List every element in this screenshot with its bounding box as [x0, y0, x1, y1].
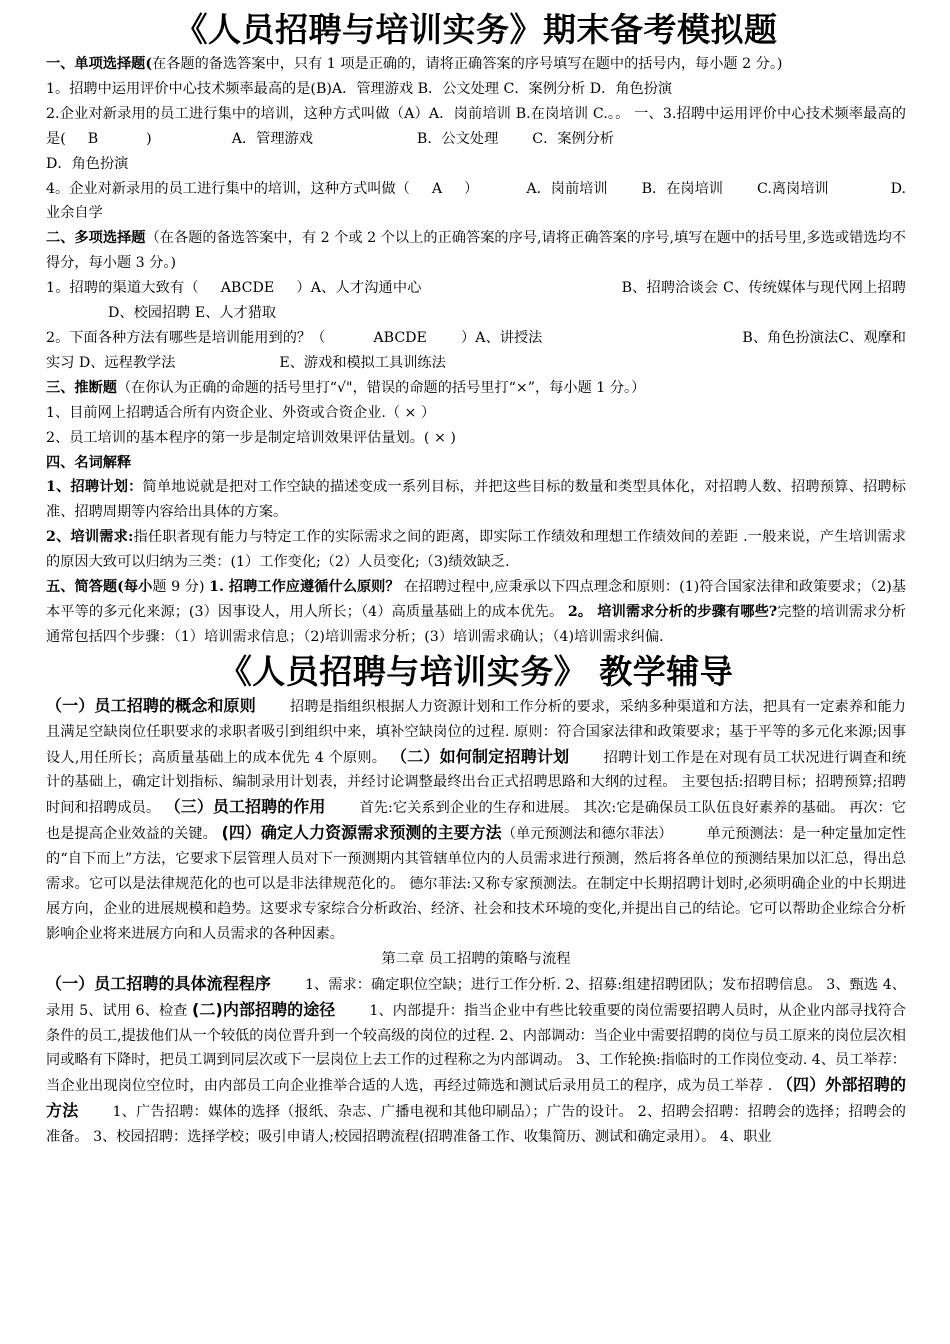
section1-q4-option-c: C.离岗培训 [756, 180, 829, 197]
section1-q2 [46, 102, 906, 152]
guide-paragraph-3: 首先:它关系到企业的生存和进展。 其次:它是确保员工队伍良好素养的基础。 再次：它也是提高企业效益的关键。 [46, 800, 906, 843]
guide-paragraph-6: 1、内部提升：指当企业中有些比较重要的岗位需要招聘人员时，从企业内部寻找符合条件的员工,提拔他们从一个较低的岗位晋升到一个较高级的岗位的过程. 2、内部调动：当企业中需要招聘的岗位与员工原来的岗位层次相同或略有下降时，把员工调到同层次或下一层岗位上去工作的过程称之为内部调动。 3、工作轮换:指临时的工作岗位变动. 4、员工举荐：当企业出现岗位空位时，由内部员工向企业推举合适的人选，再经过筛选和测试后录用员工的程序，成为员工举荐 . [46, 1002, 906, 1095]
section2-q1-close: ） [296, 280, 311, 297]
section5-a2: 完整的培训需求分析通常包括四个步骤：（1）培训需求信息；（2)培训需求分析；(3）培训需求确认；（4)培训需求纠偏. [46, 603, 906, 645]
term2-name: 2、培训需求: [46, 529, 134, 546]
section2-q2-options-cd: C、观摩和实习 D、远程教学法 [46, 329, 906, 371]
section2-q2-option-a: A、讲授法 [475, 329, 543, 346]
section3-heading: 三、推断题 [46, 379, 117, 396]
section5-q2: 2。 培训需求分析的步骤有哪些? [567, 603, 778, 620]
guide-paragraph-1: 招聘是指组织根据人力资源计划和工作分析的要求，采纳多种渠道和方法，把具有一定素养和能力且满足空缺岗位任职要求的求职者吸引到组织中来，填补空缺岗位的过程. 原则：符合国家法律和政策要求；基于平等的多元化来源;因事设人,用任所长；高质量基础上的成本优先 4 个原则。 [46, 698, 906, 766]
section2-heading: 二、多项选择题 [46, 230, 146, 247]
section5-heading-points: 题 9 分) [152, 579, 205, 596]
guide-block2 [46, 972, 906, 1150]
section2-q2-option-b: B、角色扮演法 [742, 329, 839, 346]
guide-heading-5: （一）员工招聘的具体流程程序 [46, 973, 271, 993]
section2-q1-options-bc: B、招聘洽谈会 C、传统媒体与现代网上招聘 [621, 280, 906, 297]
section4-term2 [46, 525, 906, 575]
section1-q4-option-b: B．在岗培训 [641, 180, 723, 197]
section2-q1-option-a: A、人才沟通中心 [310, 280, 422, 297]
section5-heading: 五、简答题(每小 [46, 579, 153, 596]
guide-heading-4-note: （单元预测法和德尔菲法） [501, 826, 673, 843]
section3-q1: 1、目前网上招聘适合所有内资企业、外资或合资企业.（ × ） [46, 404, 436, 421]
term2-definition: 指任职者现有能力与特定工作的实际需求之间的距离，即实际工作绩效和理想工作绩效间的差距 .一般来说，产生培训需求的原因大致可以归纳为三类：(1）工作变化;（2）人员变化;（3)绩效缺乏. [46, 529, 906, 571]
section1-q4-option-a: A．岗前培训 [526, 180, 608, 197]
section1-q2-close: ) [146, 130, 152, 147]
guide-title: 《人员招聘与培训实务》 教学辅导 [218, 651, 734, 691]
section1-q4 [46, 177, 906, 227]
guide-paragraph-5: 1、需求：确定职位空缺；进行工作分析. 2、招募:组建招聘团队；发布招聘信息。 3、甄选 4、录用 5、试用 6、检查 [46, 976, 906, 1019]
section1-q4-text: 4。企业对新录用的员工进行集中的培训，这种方式叫做（ [46, 180, 410, 197]
section1-q2-option-b: B．公文处理 [416, 130, 499, 147]
section1-q4-option-d: D.业余自学 [46, 180, 906, 222]
section1-q2-text: 2.企业对新录用的员工进行集中的培训，这种方式叫做（A）A．岗前培训 B.在岗培训 C.。。 一、3.招聘中运用评价中心技术频率最高的是( [46, 105, 906, 147]
section2-q1-answer: ABCDE [220, 280, 275, 297]
section1-q4-answer: A [431, 180, 443, 197]
section2-q2-text: 2。下面各种方法有哪些是培训能用到的？（ [46, 329, 326, 346]
exam-title: 《人员招聘与培训实务》期末备考模拟题 [174, 10, 778, 49]
guide-heading-1: （一）员工招聘的概念和原则 [46, 695, 256, 715]
section1-q2-d: D．角色扮演 [46, 155, 129, 172]
section2-instruction: （在各题的备选答案中，有 2 个或 2 个以上的正确答案的序号,请将正确答案的序号,填写在题中的括号里,多选或错选均不得分，每小题 3 分。) [46, 230, 906, 272]
guide-heading-7: （四）外部招聘的方法 [46, 1075, 906, 1121]
section1-q2-option-c: C．案例分析 [532, 130, 615, 147]
section1-q1: 1。招聘中运用评价中心技术频率最高的是(B)A．管理游戏 B．公文处理 C．案例分析 D．角色扮演 [46, 80, 673, 97]
section2-q2-answer: ABCDE [373, 329, 427, 346]
chapter-heading: 第二章 员工招聘的策略与流程 [381, 950, 571, 967]
section4-heading: 四、名词解释 [46, 454, 132, 471]
section5-q1: 1. 招聘工作应遵循什么原则？ [209, 579, 400, 596]
section3-intro [46, 376, 906, 401]
section2-q2-option-e: E、游戏和模拟工具训练法 [279, 354, 446, 371]
section1-q4-close: ） [464, 180, 479, 197]
section1-q2-answer: B [87, 130, 99, 147]
guide-heading-4: (四）确定人力资源需求预测的主要方法 [221, 823, 502, 843]
term1-name: 1、招聘计划： [46, 479, 143, 496]
guide-heading-3: （三）员工招聘的作用 [164, 797, 326, 817]
section2-q2-close: ） [460, 329, 476, 346]
section5-block [46, 575, 906, 650]
section3-q2: 2、员工培训的基本程序的第一步是制定培训效果评估量划。( × ) [46, 429, 456, 446]
section1-intro [46, 52, 906, 77]
section1-instruction: 在各题的备选答案中，只有 1 项是正确的，请将正确答案的序号填写在题中的括号内，每小题 2 分。) [152, 56, 783, 72]
section3-instruction: （在你认为正确的命题的括号里打“√"，错误的命题的括号里打“×”，每小题 1 分。） [116, 379, 646, 396]
section4-term1 [46, 475, 906, 525]
section2-intro [46, 226, 906, 276]
section2-q1 [46, 276, 906, 326]
guide-paragraph-7: 1、广告招聘：媒体的选择（报纸、杂志、广播电视和其他印刷品）；广告的设计。 2、招聘会招聘：招聘会的选择；招聘会的准备。 3、校园招聘：选择学校；吸引申请人;校园招聘流程(招聘准备工作、收集简历、测试和确定录用）。 4、职业 [46, 1104, 906, 1146]
section5-a1: 在招聘过程中,应秉承以下四点理念和原则：(1)符合国家法律和政策要求；（2)基本平等的多元化来源；(3）因事设人，用人所长；（4）高质量基础上的成本优先。 [46, 579, 906, 620]
guide-block1 [46, 694, 906, 947]
guide-heading-6: (二)内部招聘的途径 [192, 999, 336, 1019]
section2-q1-options-de: D、校园招聘 E、人才猎取 [108, 305, 277, 322]
section1-heading: 一、单项选择题( [46, 56, 153, 72]
section2-q2 [46, 326, 906, 376]
guide-paragraph-2: 招聘计划工作是在对现有员工状况进行调查和统计的基础上，确定计划指标、编制录用计划表，并经讨论调整最终出台正式招聘思路和大纲的过程。 主要包括:招聘目标；招聘预算;招聘时间和招聘成员。 [46, 749, 906, 817]
section2-q1-text: 1。招聘的渠道大致有（ [46, 280, 199, 297]
guide-paragraph-4: 单元预测法：是一种定量加定性的“自下而上”方法，它要求下层管理人员对下一预测期内其管辖单位内的人员需求进行预测，然后将各单位的预测结果加以汇总，得出总需求。它可以是法律规范化的也可以是非法律规范化的。 德尔菲法:又称专家预测法。在制定中长期招聘计划时,必须明确企业的中长期进展方向，企业的进展规模和趋势。这要求专家综合分析政治、经济、社会和技术环境的变化,并提出自己的结论。它可以帮助企业综合分析影响企业将来进展方向和人员需求的各种因素。 [46, 826, 906, 942]
guide-heading-2: （二）如何制定招聘计划 [390, 746, 570, 766]
term1-definition: 简单地说就是把对工作空缺的描述变成一系列目标，并把这些目标的数量和类型具体化，对招聘人数、招聘预算、招聘标准、招聘周期等内容给出具体的方案。 [46, 479, 906, 521]
section1-q2-option-a: A．管理游戏 [231, 130, 313, 147]
